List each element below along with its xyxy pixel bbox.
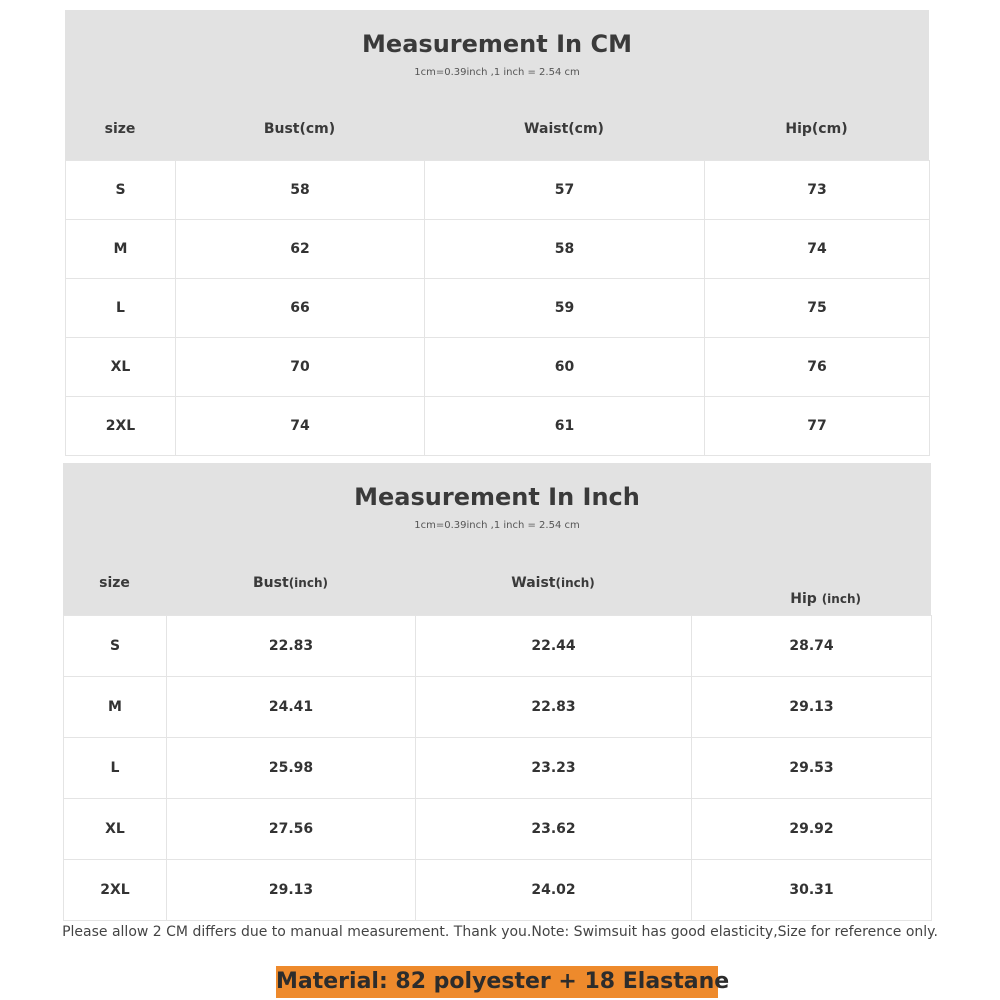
cm-chart-title: Measurement In CM — [362, 30, 632, 58]
cm-size-table — [65, 160, 930, 456]
cm-col-waist: Waist(cm) — [524, 121, 604, 137]
inch-col-waist — [415, 575, 691, 591]
inch-col-bust-label: Bust — [253, 575, 289, 591]
size-cell: L — [66, 279, 176, 338]
inch-size-chart — [63, 463, 931, 921]
inch-col-hip-label: Hip — [790, 591, 822, 607]
hip-cell: 29.92 — [692, 799, 932, 860]
size-cell: 2XL — [64, 860, 167, 921]
inch-col-waist-unit: (inch) — [555, 576, 595, 590]
bust-cell: 29.13 — [167, 860, 416, 921]
size-cell: M — [64, 677, 167, 738]
hip-cell: 30.31 — [692, 860, 932, 921]
cm-conversion-note: 1cm=0.39inch ,1 inch = 2.54 cm — [414, 67, 580, 78]
table-row — [66, 279, 930, 338]
waist-cell: 57 — [425, 161, 705, 220]
waist-cell: 59 — [425, 279, 705, 338]
waist-cell: 22.83 — [416, 677, 692, 738]
bust-cell: 24.41 — [167, 677, 416, 738]
waist-cell: 24.02 — [416, 860, 692, 921]
inch-col-bust-unit: (inch) — [288, 576, 328, 590]
material-banner: Material: 82 polyester + 18 Elastane — [276, 966, 718, 998]
size-cell: XL — [64, 799, 167, 860]
size-cell: 2XL — [66, 397, 176, 456]
bust-cell: 66 — [176, 279, 425, 338]
measurement-disclaimer: Please allow 2 CM differs due to manual measurement. Thank you.Note: Swimsuit has good elasticity,Size for reference only. — [62, 924, 938, 940]
hip-cell: 29.53 — [692, 738, 932, 799]
bust-cell: 25.98 — [167, 738, 416, 799]
size-cell: L — [64, 738, 167, 799]
inch-size-table — [63, 615, 932, 921]
inch-col-hip-unit: (inch) — [821, 592, 861, 606]
inch-conversion-note: 1cm=0.39inch ,1 inch = 2.54 cm — [414, 520, 580, 531]
size-cell: S — [64, 616, 167, 677]
bust-cell: 58 — [176, 161, 425, 220]
hip-cell: 73 — [705, 161, 930, 220]
bust-cell: 74 — [176, 397, 425, 456]
inch-chart-header — [63, 463, 931, 615]
inch-chart-title: Measurement In Inch — [354, 483, 640, 511]
table-row — [66, 397, 930, 456]
waist-cell: 60 — [425, 338, 705, 397]
bust-cell: 62 — [176, 220, 425, 279]
table-row — [66, 338, 930, 397]
table-row — [66, 220, 930, 279]
inch-col-bust — [166, 575, 415, 591]
bust-cell: 27.56 — [167, 799, 416, 860]
waist-cell: 61 — [425, 397, 705, 456]
hip-cell: 28.74 — [692, 616, 932, 677]
table-row — [66, 161, 930, 220]
inch-col-waist-label: Waist — [511, 575, 556, 591]
table-row — [64, 799, 932, 860]
inch-col-size-label: size — [99, 575, 130, 591]
size-cell: XL — [66, 338, 176, 397]
size-cell: M — [66, 220, 176, 279]
hip-cell: 77 — [705, 397, 930, 456]
cm-size-chart — [65, 10, 929, 456]
hip-cell: 75 — [705, 279, 930, 338]
table-row — [64, 616, 932, 677]
cm-col-hip: Hip(cm) — [785, 121, 848, 137]
hip-cell: 29.13 — [692, 677, 932, 738]
table-row — [64, 677, 932, 738]
waist-cell: 23.23 — [416, 738, 692, 799]
waist-cell: 23.62 — [416, 799, 692, 860]
waist-cell: 58 — [425, 220, 705, 279]
bust-cell: 70 — [176, 338, 425, 397]
cm-col-bust: Bust(cm) — [263, 121, 336, 137]
bust-cell: 22.83 — [167, 616, 416, 677]
cm-col-size: size — [104, 121, 136, 137]
hip-cell: 74 — [705, 220, 930, 279]
cm-chart-header — [65, 10, 929, 160]
table-row — [64, 860, 932, 921]
hip-cell: 76 — [705, 338, 930, 397]
size-cell: S — [66, 161, 176, 220]
inch-col-hip — [691, 575, 931, 623]
inch-col-size — [63, 575, 166, 591]
table-row — [64, 738, 932, 799]
waist-cell: 22.44 — [416, 616, 692, 677]
